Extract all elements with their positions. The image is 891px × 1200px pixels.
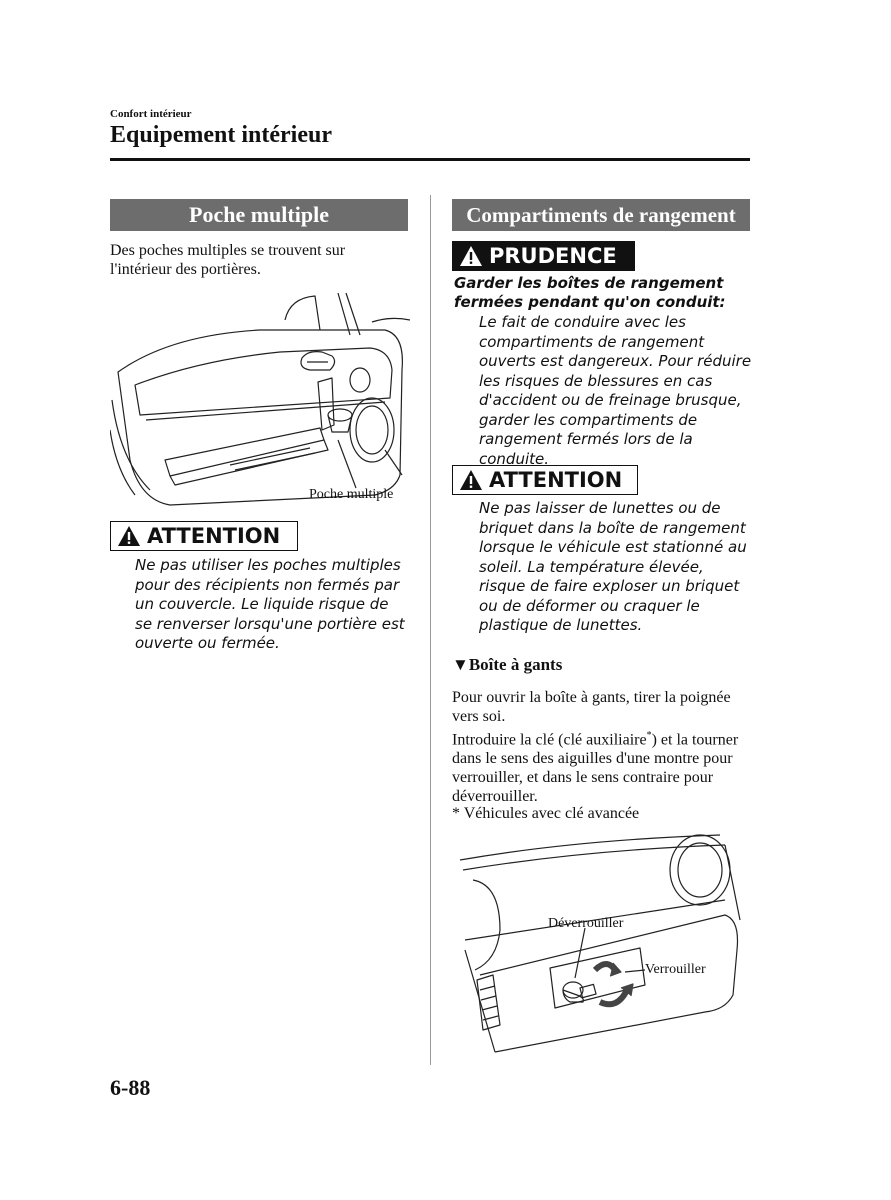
attention-label: ATTENTION: [147, 524, 281, 548]
warning-icon: [459, 245, 483, 267]
intro-text: Des poches multiples se trouvent sur l'intérieur des portières.: [110, 242, 346, 278]
section-label: Confort intérieur: [110, 108, 192, 120]
prudence-text: Le fait de conduire avec les compartiments de rangement ouverts est dangereux. Pour réduire les risques de blessures en cas d'accident ou de freinage brusque, garder les compartiments de rangement fermés lors de la conduite.: [479, 313, 752, 468]
glovebox-illustration: [455, 830, 755, 1058]
glovebox-paragraph: [452, 688, 742, 806]
glovebox-subheading: ▼Boîte à gants: [452, 655, 563, 674]
warning-icon: [459, 469, 483, 491]
page-title: Equipement intérieur: [110, 122, 332, 148]
column-divider: [430, 195, 431, 1065]
door-illustration: [110, 290, 410, 512]
label-unlock: Déverrouiller: [548, 916, 624, 931]
heading-compartiments: Compartiments de rangement: [452, 199, 750, 231]
figure-label-poche: Poche multiple: [309, 487, 394, 502]
glovebox-para1: Pour ouvrir la boîte à gants, tirer la poignée vers soi.: [452, 689, 731, 725]
attention-label: ATTENTION: [489, 468, 623, 492]
page-number: 6-88: [110, 1075, 151, 1100]
prudence-lead: Garder les boîtes de rangement fermées pendant qu'on conduit:: [454, 274, 726, 311]
label-lock: Verrouiller: [645, 962, 706, 977]
glovebox-footnote: * Véhicules avec clé avancée: [452, 805, 640, 822]
attention-text-right: Ne pas laisser de lunettes ou de briquet dans la boîte de rangement lorsque le véhicule est stationné au soleil. La température élevée, risque de faire exploser un briquet ou de déformer ou craquer le plastique de lunettes.: [479, 499, 747, 634]
header-rule: [110, 158, 750, 161]
prudence-box: [452, 241, 635, 271]
attention-box-right: [452, 465, 638, 495]
warning-icon: [117, 525, 141, 547]
glovebox-para2a: Introduire la clé (clé auxiliaire: [452, 731, 647, 749]
footnote-marker: *: [646, 730, 652, 741]
prudence-label: PRUDENCE: [489, 244, 617, 268]
attention-box-left: [110, 521, 298, 551]
attention-text-left: Ne pas utiliser les poches multiples pour des récipients non fermés par un couvercle. Le liquide risque de se renverser lorsqu'une portière est ouverte ou fermée.: [135, 556, 405, 652]
heading-poche-multiple: Poche multiple: [110, 199, 408, 231]
glovebox-para2b: ) et la tourner dans le sens des aiguilles d'une montre pour verrouiller, et dans le sens contraire pour déverrouiller.: [452, 731, 739, 806]
